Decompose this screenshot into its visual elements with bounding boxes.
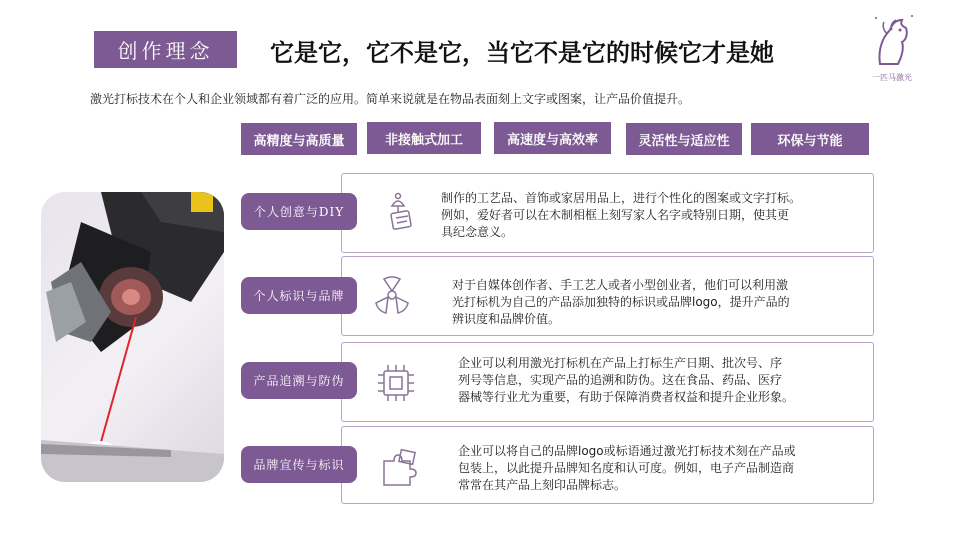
application-text-promotion: 企业可以将自己的品牌logo或标语通过激光打标技术刻在产品或 包装上，以此提升品牌知名度和认可度。例如，电子产品制造商 常常在其产品上刻印品牌标志。 — [458, 444, 796, 492]
intro-text: 激光打标技术在个人和企业领域都有着广泛的应用。简单来说就是在物品表面刻上文字或图案，让产品价值提升。 — [90, 92, 691, 106]
application-label-branding: 个人标识与品牌 — [241, 277, 357, 314]
application-card-branding — [341, 256, 874, 336]
laser-machine-photo — [41, 192, 224, 482]
application-text-branding: 对于自媒体创作者、手工艺人或者小型创业者，他们可以利用激 光打标机为自己的产品添加独特的标识或品牌logo，提升产品的 辨识度和品牌价值。 — [452, 278, 790, 326]
horse-logo-icon — [862, 12, 922, 72]
section-tag: 创作理念 — [94, 31, 237, 68]
application-label-diy: 个人创意与DIY — [241, 193, 357, 230]
feature-chip-noncontact: 非接触式加工 — [367, 122, 481, 154]
radiation-icon — [372, 275, 412, 315]
page-title: 它是它，它不是它，当它不是它的时候它才是她 — [270, 39, 774, 67]
feature-chip-eco: 环保与节能 — [751, 123, 869, 155]
bell-tag-icon — [382, 192, 422, 232]
application-text-traceability: 企业可以利用激光打标机在产品上打标生产日期、批次号、序 列号等信息，实现产品的追溯和防伪。这在食品、药品、医疗 器械等行业尤为重要，有助于保障消费者权益和提升企业形象。 — [458, 356, 795, 404]
logo-text: 一匹马激光 — [872, 73, 912, 82]
feature-chip-precision: 高精度与高质量 — [241, 123, 357, 155]
application-label-traceability: 产品追溯与防伪 — [241, 362, 357, 399]
application-card-promotion — [341, 426, 874, 504]
logo — [862, 12, 922, 80]
application-card-diy — [341, 173, 874, 253]
feature-chip-speed: 高速度与高效率 — [494, 122, 611, 154]
puzzle-icon — [380, 447, 420, 487]
application-card-traceability — [341, 342, 874, 422]
chip-icon — [376, 363, 416, 403]
application-label-promotion: 品牌宣传与标识 — [241, 446, 357, 483]
application-text-diy: 制作的工艺品、首饰或家居用品上，进行个性化的图案或文字打标。 例如，爱好者可以在木制相框上刻写家人名字或特别日期，使其更 具纪念意义。 — [441, 191, 802, 239]
feature-chip-flexibility: 灵活性与适应性 — [626, 123, 742, 155]
